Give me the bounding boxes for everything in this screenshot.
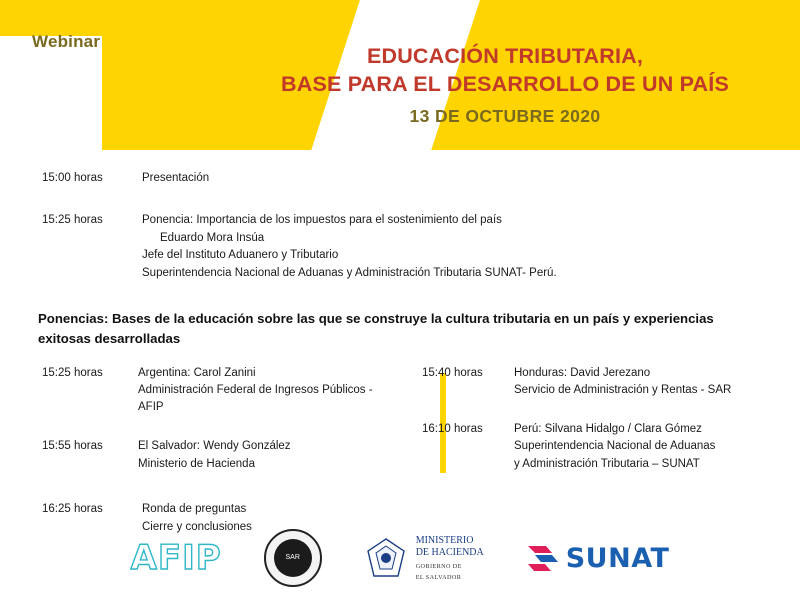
agenda-row-peru (422, 421, 800, 473)
sunat-logo (526, 542, 670, 574)
agenda-columns (0, 365, 800, 495)
white-left-block (0, 36, 102, 150)
agenda-time: 15:00 horas (42, 172, 103, 184)
agenda-time: 16:25 horas (42, 502, 103, 515)
sar-seal-logo (264, 529, 322, 587)
title-line-1: EDUCACIÓN TRIBUTARIA, (366, 44, 644, 68)
header-banner (0, 0, 800, 150)
el-salvador-crest-icon (364, 535, 408, 581)
agenda-column-left (0, 365, 400, 495)
agenda-time: 16:10 horas (422, 423, 483, 436)
agenda-row-ponencia (0, 212, 800, 283)
agenda-time: 15:25 horas (42, 213, 103, 226)
speaker-org: Ministerio de Hacienda (138, 457, 255, 470)
agenda-row-argentina (42, 365, 400, 417)
sunat-wordmark: SUNAT (565, 542, 670, 574)
agenda-section (0, 160, 800, 537)
speaker-org: Servicio de Administración y Rentas - SAR (514, 383, 732, 396)
el-salvador-text (416, 535, 484, 582)
agenda-description (514, 421, 800, 473)
title-block (225, 42, 785, 127)
gobierno-line-2: EL SALVADOR (415, 573, 462, 581)
speaker-org-cont: y Administración Tributaria – SUNAT (514, 457, 700, 470)
ponencia-line-1: Ponencia: Importancia de los impuestos para el sostenimiento del país (142, 213, 502, 226)
speaker-org: Superintendencia Nacional de Aduanas (514, 440, 716, 453)
sar-seal-inner: SAR (274, 539, 312, 577)
afip-logo: AFIP (130, 538, 222, 578)
event-date: 13 DE OCTUBRE 2020 (409, 105, 601, 126)
gobierno-line-1: GOBIERNO DE (415, 562, 462, 570)
agenda-time: 15:40 horas (422, 366, 483, 379)
cierre-line-2: Cierre y conclusiones (142, 520, 252, 533)
cierre-line-1: Ronda de preguntas (142, 502, 247, 515)
agenda-row-presentacion (0, 170, 800, 188)
agenda-description: Presentación (142, 172, 210, 184)
speaker-name: Argentina: Carol Zanini (138, 366, 256, 379)
ponencia-line-2: Eduardo Mora Insúa (160, 231, 265, 244)
speaker-name: Honduras: David Jerezano (514, 366, 651, 379)
agenda-row-el-salvador (42, 438, 400, 473)
speaker-org: Administración Federal de Ingresos Públicos - AFIP (138, 383, 373, 414)
agenda-description (514, 365, 800, 400)
el-salvador-logo (364, 535, 484, 582)
ministerio-line-2: DE HACIENDA (415, 547, 484, 559)
agenda-description (138, 438, 400, 473)
title-line-2: BASE PARA EL DESARROLLO DE UN PAÍS (281, 72, 729, 97)
speaker-name: El Salvador: Wendy González (138, 440, 291, 453)
agenda-description (138, 365, 400, 417)
sunat-mark-icon (526, 542, 560, 574)
ponencia-line-4: Superintendencia Nacional de Aduanas y Administración Tributaria SUNAT- Perú. (142, 267, 557, 280)
speaker-name: Perú: Silvana Hidalgo / Clara Gómez (514, 423, 702, 436)
ministerio-line-1: MINISTERIO (415, 534, 474, 546)
agenda-time: 15:25 horas (42, 366, 103, 379)
agenda-time: 15:55 horas (42, 440, 103, 453)
agenda-column-right (400, 365, 800, 495)
agenda-description (142, 212, 800, 283)
agenda-row-honduras (422, 365, 800, 400)
webinar-label: Webinar (32, 32, 101, 51)
logo-strip (0, 524, 800, 592)
section-heading: Ponencias: Bases de la educación sobre las que se construye la cultura tributaria en un país y experiencias exitosas desarrolladas (38, 311, 714, 346)
ponencia-line-3: Jefe del Instituto Aduanero y Tributario (142, 249, 339, 262)
